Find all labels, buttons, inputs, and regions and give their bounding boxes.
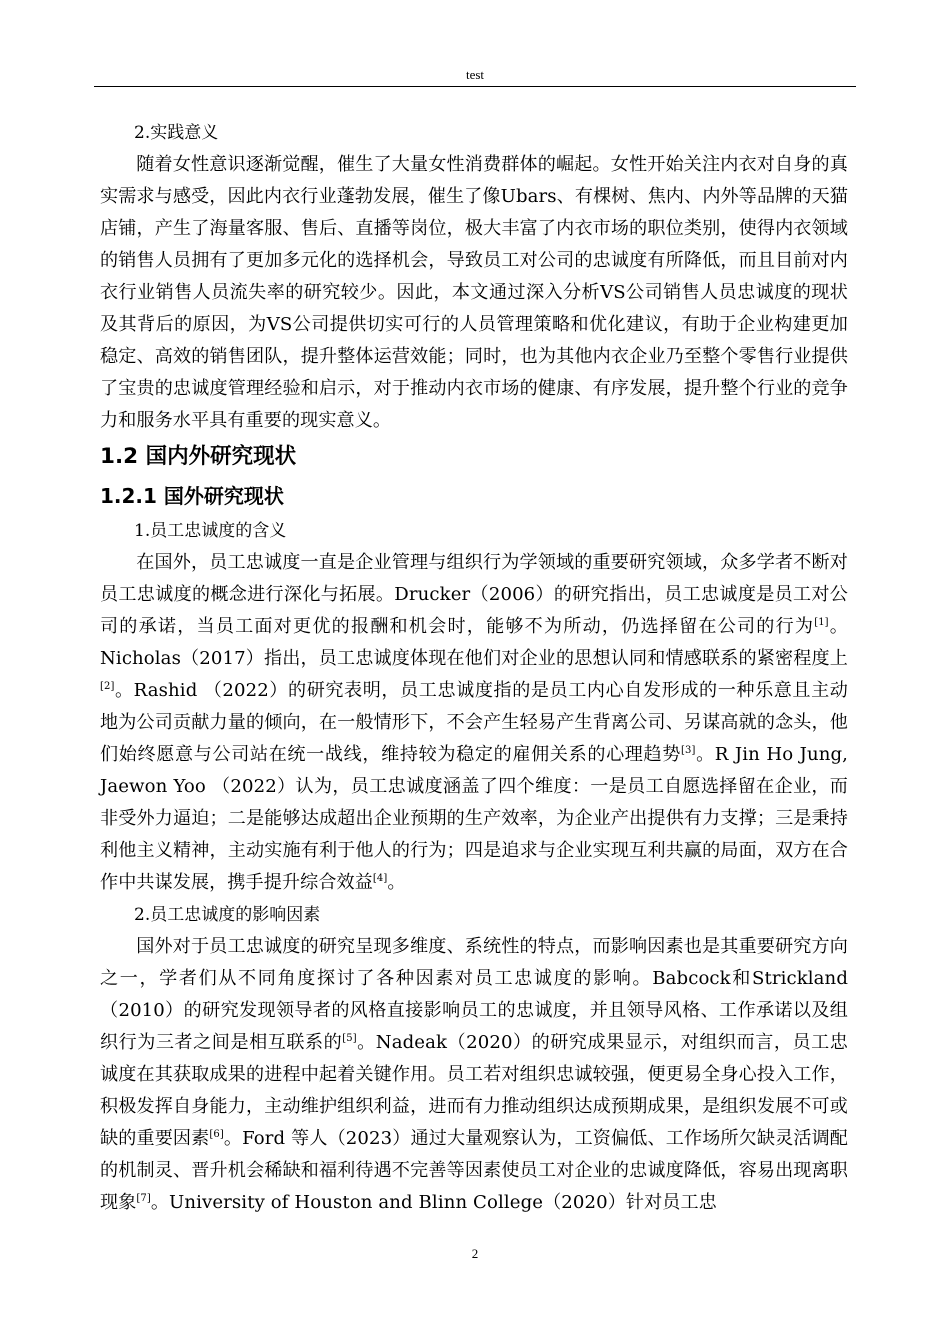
- text-run: 。Nicholas（2017）指出，员工忠诚度体现在他们对企业的思想认同和情感联系的紧密程度上: [100, 616, 848, 669]
- text-run: 。Ford 等人（2023）通过大量观察认为，工资偏低、工作场所欠缺灵活调配的机制灵、晋升机会稀缺和福利待遇不完善等因素使员工对企业的忠诚度降低，容易出现离职现象: [100, 1128, 848, 1213]
- section-heading-1-2: 1.2 国内外研究现状: [100, 444, 297, 469]
- text-run: 。Rashid （2022）的研究表明，员工忠诚度指的是员工内心自发形成的一种乐意且主动地为公司贡献力量的倾向，在一般情形下，不会产生轻易产生背离公司、另谋高就的念头，他们始终愿意与公司站在统一战线，维持较为稳定的雇佣关系的心理趋势: [100, 680, 848, 765]
- text-run: 在国外，员工忠诚度一直是企业管理与组织行为学领域的重要研究领域，众多学者不断对员工忠诚度的概念进行深化与拓展。Drucker（2006）的研究指出，员工忠诚度是员工对公司的承诺，当员工面对更优的报酬和机会时，能够不为所动，仍选择留在公司的行为: [100, 552, 848, 637]
- text-run: 。University of Houston and Blinn College（2020）针对员工忠: [150, 1192, 717, 1213]
- text-run: 。: [387, 872, 406, 893]
- citation-ref: [3]: [681, 745, 696, 756]
- subsection-heading-meaning: 1.员工忠诚度的含义: [134, 521, 287, 541]
- citation-ref: [6]: [209, 1129, 224, 1140]
- paragraph-loyalty-factors: [100, 931, 848, 1219]
- text-run: 国外对于员工忠诚度的研究呈现多维度、系统性的特点，而影响因素也是其重要研究方向之一，学者们从不同角度探讨了各种因素对员工忠诚度的影响。Babcock和Strickland（2010）的研究发现领导者的风格直接影响员工的忠诚度，并且领导风格、工作承诺以及组织行为三者之间是相互联系的: [100, 936, 848, 1053]
- page-body: [100, 117, 848, 1219]
- citation-ref: [5]: [342, 1033, 357, 1044]
- text-run: 。Nadeak（2020）的研究成果显示，对组织而言，员工忠诚度在其获取成果的进程中起着关键作用。员工若对组织忠诚较强，便更易全身心投入工作，积极发挥自身能力，主动维护组织利益，进而有力推动组织达成预期成果，是组织发展不可或缺的重要因素: [100, 1032, 848, 1149]
- page-number: 2: [471, 1246, 479, 1261]
- subsection-heading-practical: 2.实践意义: [134, 123, 219, 143]
- header-divider: [94, 86, 856, 87]
- citation-ref: [7]: [136, 1193, 151, 1204]
- citation-ref: [2]: [100, 681, 115, 692]
- paragraph-practical-significance: 随着女性意识逐渐觉醒，催生了大量女性消费群体的崛起。女性开始关注内衣对自身的真实需求与感受，因此内衣行业蓬勃发展，催生了像Ubars、有棵树、焦内、内外等品牌的天猫店铺，产生了海量客服、售后、直播等岗位，极大丰富了内衣市场的职位类别，使得内衣领域的销售人员拥有了更加多元化的选择机会，导致员工对公司的忠诚度有所降低，而且目前对内衣行业销售人员流失率的研究较少。因此，本文通过深入分析VS公司销售人员忠诚度的现状及其背后的原因，为VS公司提供切实可行的人员管理策略和优化建议，有助于企业构建更加稳定、高效的销售团队，提升整体运营效能；同时，也为其他内衣企业乃至整个零售行业提供了宝贵的忠诚度管理经验和启示，对于推动内衣市场的健康、有序发展，提升整个行业的竞争力和服务水平具有重要的现实意义。: [100, 154, 848, 431]
- paragraph-loyalty-meaning: [100, 547, 848, 899]
- text-run: 。R Jin Ho Jung, Jaewon Yoo （2022）认为，员工忠诚度涵盖了四个维度：一是员工自愿选择留在企业，而非受外力逼迫；二是能够达成超出企业预期的生产效率，为企业产出提供有力支撑；三是秉持利他主义精神，主动实施有利于他人的行为；四是追求与企业实现互利共赢的局面，双方在合作中共谋发展，携手提升综合效益: [100, 744, 848, 893]
- subsection-heading-factors: 2.员工忠诚度的影响因素: [134, 905, 321, 925]
- page-header: test: [465, 67, 485, 82]
- citation-ref: [1]: [814, 617, 829, 628]
- section-heading-1-2-1: 1.2.1 国外研究现状: [100, 484, 284, 508]
- citation-ref: [4]: [372, 873, 388, 884]
